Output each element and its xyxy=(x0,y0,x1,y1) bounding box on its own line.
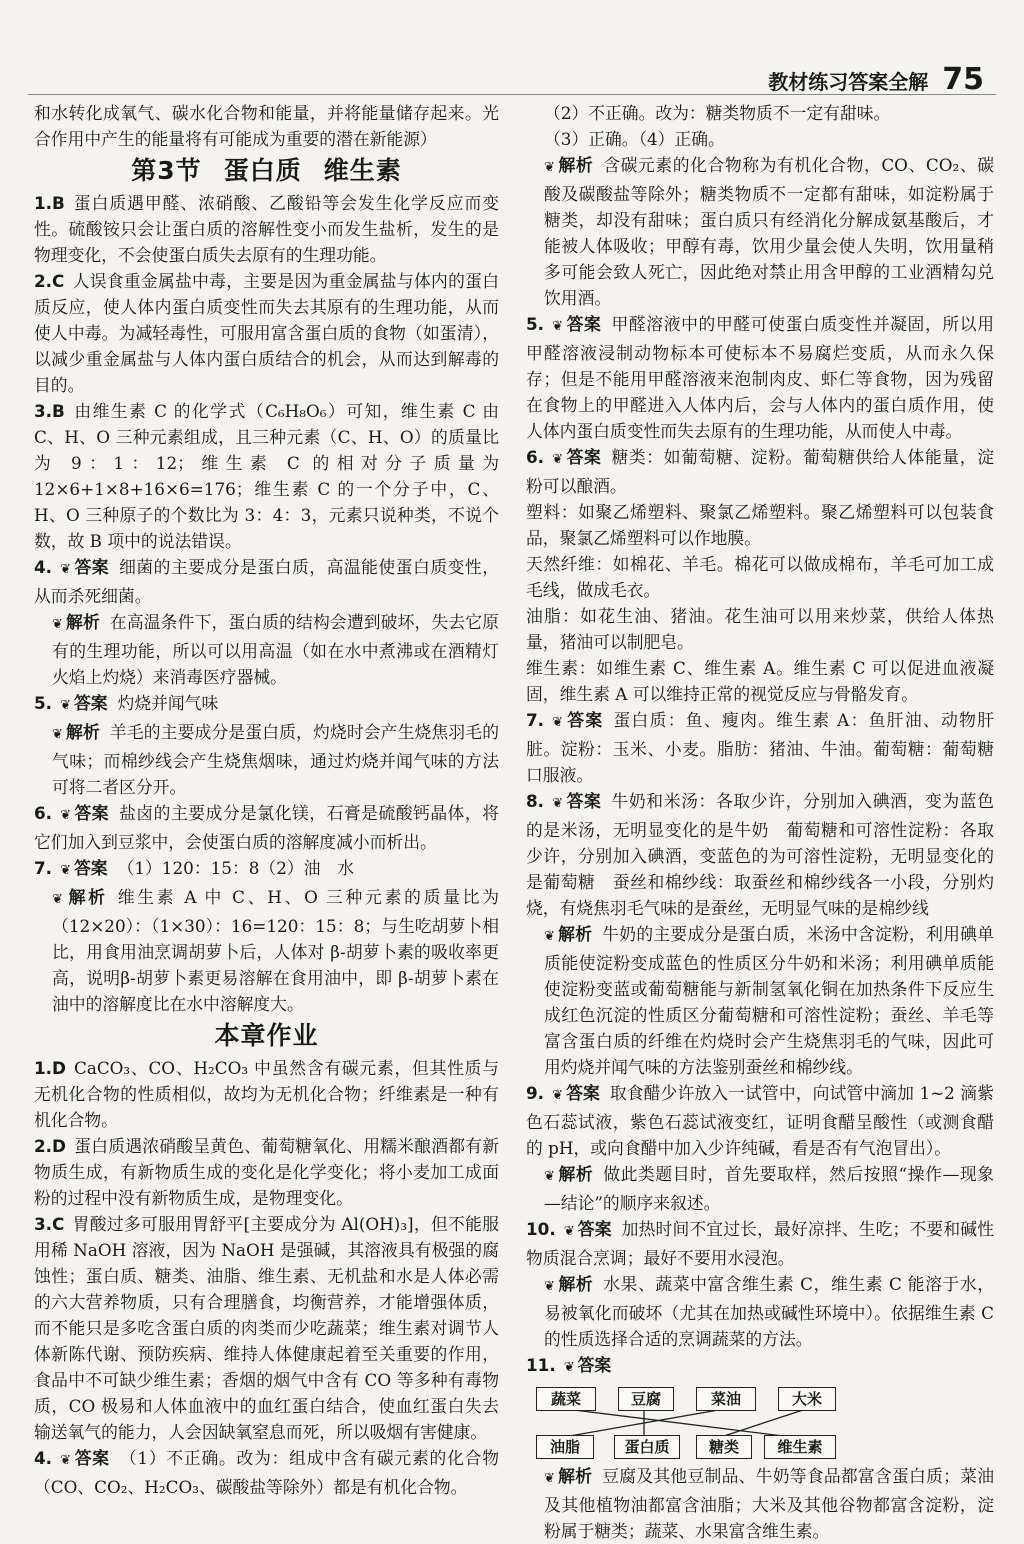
item-number: 11. xyxy=(526,1355,556,1375)
answer-item xyxy=(526,707,994,788)
analysis-text: 含碳元素的化合物称为有机化合物，CO、CO₂、碳酸及碳酸盐等除外；糖类物质不一定都有甜味，如淀粉属于糖类，却没有甜味；蛋白质只有经消化分解成氨基酸后，才能被人体吸收；甲醇有毒，饮用少量会使人失明，饮用量稍多可能会致人死亡，因此绝对禁止用含甲醇的工业酒精勾兑饮用酒。 xyxy=(544,155,994,308)
right-column xyxy=(526,100,994,1544)
page-header xyxy=(768,62,984,97)
item-text: 人误食重金属盐中毒，主要是因为重金属盐与体内的蛋白质反应，使人体内蛋白质变性而失去其原有的生理功能，从而使人中毒。为减轻毒性，可服用富含蛋白质的食物（如蛋清），以减少重金属盐与人体内蛋白质结合的机会，从而达到解毒的目的。 xyxy=(34,271,499,395)
leaf-icon: ❦ xyxy=(60,863,71,878)
item-number: 7. xyxy=(34,858,53,878)
answer-tag: ❦ 答案 xyxy=(563,1355,612,1375)
item-number: 6. xyxy=(34,803,53,823)
analysis-text: 做此类题目时，首先要取样，然后按照“操作—现象—结论”的顺序来叙述。 xyxy=(544,1164,994,1213)
answer-line: 天然纤维：如棉花、羊毛。棉花可以做成棉布，羊毛可加工成毛线，做成毛衣。 xyxy=(526,554,994,600)
analysis-text: 豆腐及其他豆制品、牛奶等食品都富含蛋白质；菜油及其他植物油都富含油脂；大米及其他谷物都富含淀粉，淀粉属于糖类；蔬菜、水果富含维生素。 xyxy=(544,1466,994,1541)
answer-line: 维生素：如维生素 C、维生素 A。维生素 C 可以促进血液凝固，维生素 A 可以维持正常的视觉反应与骨骼发育。 xyxy=(526,658,994,704)
item-number: 5. xyxy=(34,693,53,713)
leaf-icon: ❦ xyxy=(552,715,563,730)
leaf-icon: ❦ xyxy=(60,1453,71,1468)
leaf-icon: ❦ xyxy=(52,892,63,907)
analysis-tag: ❦ 解析 xyxy=(544,1164,594,1184)
leaf-icon: ❦ xyxy=(52,617,63,632)
item-number: 4. xyxy=(34,1448,53,1468)
item-text: 蛋白质遇甲醛、浓硝酸、乙酸铅等会发生化学反应而变性。硫酸铵只会让蛋白质的溶解性变小而发生盐析，发生的是物理变化，不会使蛋白质失去原有的生理功能。 xyxy=(34,193,499,265)
answer-tag: ❦ 答案 xyxy=(552,710,604,730)
nutrient-box: 糖类 xyxy=(696,1435,752,1459)
leaf-icon: ❦ xyxy=(563,1360,575,1375)
answer-line: 塑料：如聚乙烯塑料、聚氯乙烯塑料。聚乙烯塑料可以包装食品，聚氯乙烯塑料可以作地膜。 xyxy=(526,502,994,548)
continued-line: （3）正确。（4）正确。 xyxy=(544,129,725,149)
leaf-icon: ❦ xyxy=(60,562,71,577)
analysis xyxy=(526,152,994,311)
analysis xyxy=(526,1271,994,1352)
food-box: 豆腐 xyxy=(618,1387,674,1411)
item-number: 6. xyxy=(526,447,545,467)
analysis-text: 羊毛的主要成分是蛋白质，灼烧时会产生烧焦羽毛的气味；而棉纱线会产生烧焦烟味，通过灼烧并闻气味的方法可将二者区分开。 xyxy=(52,722,499,797)
food-box: 蔬菜 xyxy=(536,1387,596,1411)
item-text: 由维生素 C 的化学式（C₆H₈O₆）可知，维生素 C 由 C、H、O 三种元素组成，且三种元素（C、H、O）的质量比为 9：1：12；维生素 C 的相对分子质量为 12×6+1×8+16×6=176；维生素 C 的一个分子中，C、H、O 三种原子的个数比为 3：4：3，元素只说种类，不说个数，故 B 项中的说法错误。 xyxy=(34,401,499,551)
analysis-text: 在高温条件下，蛋白质的结构会遭到破坏，失去它原有的生理功能，所以可以用高温（如在水中煮沸或在酒精灯火焰上灼烧）来消毒医疗器械。 xyxy=(52,612,499,687)
book-title: 教材练习答案全解 xyxy=(768,70,929,94)
section-topic-2: 维生素 xyxy=(323,156,402,185)
analysis xyxy=(34,884,499,1017)
answer-item xyxy=(526,311,994,444)
answer-tag: ❦ 答案 xyxy=(552,1083,600,1103)
continued-line: （2）不正确。改为：糖类物质不一定有甜味。 xyxy=(544,103,891,123)
analysis-tag: ❦ 解析 xyxy=(52,612,100,632)
answer-item xyxy=(34,1211,499,1445)
answer-text: （1）不正确。改为：组成中含有碳元素的化合物（CO、CO₂、H₂CO₃、碳酸盐等除外）都是有机化合物。 xyxy=(34,1448,499,1497)
section-title xyxy=(34,158,499,184)
analysis-tag: ❦ 解析 xyxy=(544,1466,593,1486)
analysis-tag: ❦ 解析 xyxy=(52,887,108,907)
answer-item xyxy=(34,398,499,554)
leaf-icon: ❦ xyxy=(552,452,563,467)
item-number: 1.D xyxy=(34,1058,66,1078)
answer-item xyxy=(526,444,994,499)
leaf-icon: ❦ xyxy=(60,808,71,823)
answer-tag: ❦ 答案 xyxy=(552,447,602,467)
answer-text: 加热时间不宜过长，最好凉拌、生吃；不要和碱性物质混合烹调；最好不要用水浸泡。 xyxy=(526,1219,994,1268)
answer-item xyxy=(34,800,499,855)
item-number: 8. xyxy=(526,791,545,811)
item-number: 4. xyxy=(34,557,53,577)
analysis-tag: ❦ 解析 xyxy=(544,1274,594,1294)
answer-tag: ❦ 答案 xyxy=(60,858,108,878)
answer-tag: ❦ 答案 xyxy=(60,693,108,713)
answer-text: 牛奶和米汤：各取少许，分别加入碘酒，变为蓝色的是米汤，无明显变化的是牛奶 葡萄糖和可溶性淀粉：各取少许，分别加入碘酒，变蓝色的为可溶性淀粉，无明显变化的是葡萄糖 蚕丝和棉纱线：取蚕丝和棉纱线各一小段，分别灼烧，有烧焦羽毛气味的是蚕丝，无明显气味的是棉纱线 xyxy=(526,791,994,918)
answer-item xyxy=(526,1352,994,1381)
item-number: 9. xyxy=(526,1083,545,1103)
analysis-tag: ❦ 解析 xyxy=(544,155,594,175)
analysis xyxy=(34,609,499,690)
item-number: 7. xyxy=(526,710,545,730)
left-column xyxy=(34,100,499,1500)
leaf-icon: ❦ xyxy=(563,1224,575,1239)
nutrient-box: 油脂 xyxy=(536,1435,594,1459)
answer-text: 取食醋少许放入一试管中，向试管中滴加 1~2 滴紫色石蕊试液，紫色石蕊试液变红，证明食醋呈酸性（或测食醋的 pH，或向食醋中加入少许纯碱，看是否有气泡冒出）。 xyxy=(526,1083,994,1158)
leaf-icon: ❦ xyxy=(552,1088,563,1103)
analysis xyxy=(526,1463,994,1544)
answer-item xyxy=(34,1445,499,1500)
item-text: 胃酸过多可服用胃舒平[主要成分为 Al(OH)₃]，但不能服用稀 NaOH 溶液，因为 NaOH 是强碱，其溶液具有极强的腐蚀性；蛋白质、糖类、油脂、维生素、无机盐和水是人体必需的六大营养物质，只有合理膳食，均衡营养，才能增强体质，而不能只是多吃含蛋白质的肉类而少吃蔬菜；维生素对调节人体新陈代谢、预防疾病、维持人体健康起着至关重要的作用，食品中不可缺少维生素；香烟的烟气中含有 CO 等多种有毒物质，CO 极易和人体血液中的血红蛋白结合，使血红蛋白失去输送氧气的能力，人会因缺氧窒息而死，所以吸烟有害健康。 xyxy=(34,1214,499,1442)
answer-tag: ❦ 答案 xyxy=(60,557,110,577)
analysis-tag: ❦ 解析 xyxy=(52,722,100,742)
answer-tag: ❦ 答案 xyxy=(60,803,110,823)
analysis-tag: ❦ 解析 xyxy=(544,924,593,944)
section-topic-1: 蛋白质 xyxy=(223,156,302,185)
item-text: CaCO₃、CO、H₂CO₃ 中虽然含有碳元素，但其性质与无机化合物的性质相似，故均为无机化合物；纤维素是一种有机化合物。 xyxy=(34,1058,499,1130)
leaf-icon: ❦ xyxy=(544,1169,555,1184)
answer-item xyxy=(34,268,499,398)
item-number: 3.C xyxy=(34,1214,65,1234)
answer-item xyxy=(526,1080,994,1161)
answer-item xyxy=(34,190,499,268)
link-vegetable-vitamin xyxy=(566,1409,791,1437)
leaf-icon: ❦ xyxy=(552,319,563,334)
header-divider xyxy=(28,94,996,95)
answer-tag: ❦ 答案 xyxy=(552,314,602,334)
answer-text: （1）120：15：8（2）油 水 xyxy=(117,858,354,878)
analysis-text: 水果、蔬菜中富含维生素 C，维生素 C 能溶于水，易被氧化而破坏（尤其在加热或碱性环境中）。依据维生素 C 的性质选择合适的烹调蔬菜的方法。 xyxy=(544,1274,994,1349)
answer-item xyxy=(526,1216,994,1271)
leaf-icon: ❦ xyxy=(544,929,555,944)
analysis-text: 维生素 A 中 C、H、O 三种元素的质量比为（12×20）：（1×30）：16=120：15：8；与生吃胡萝卜相比，用食用油烹调胡萝卜后，人体对 β-胡萝卜素的吸收率更高，说明β-胡萝卜素更易溶解在食用油中，即 β-胡萝卜素在油中的溶解度比在水中溶解度大。 xyxy=(52,887,499,1014)
answer-text: 蛋白质：鱼、瘦肉。维生素 A：鱼肝油、动物肝脏。淀粉：玉米、小麦。脂肪：猪油、牛油。葡萄糖：葡萄糖口服液。 xyxy=(526,710,994,785)
answer-item xyxy=(34,1055,499,1133)
nutrient-box: 蛋白质 xyxy=(614,1435,680,1459)
answer-text: 盐卤的主要成分是氯化镁，石膏是硫酸钙晶体，将它们加入到豆浆中，会使蛋白质的溶解度减小而析出。 xyxy=(34,803,499,852)
food-box: 菜油 xyxy=(696,1387,756,1411)
item-number: 3.B xyxy=(34,401,65,421)
analysis-text: 牛奶的主要成分是蛋白质，米汤中含淀粉，利用碘单质能使淀粉变成蓝色的性质区分牛奶和米汤；利用碘单质能使淀粉变蓝或葡萄糖能与新制氢氧化铜在加热条件下反应生成红色沉淀的性质区分葡萄糖和可溶性淀粉；蚕丝、羊毛等富含蛋白质的纤维在灼烧时会产生烧焦羽毛的气味，因此可用灼烧并闻气味的方法鉴别蚕丝和棉纱线。 xyxy=(544,924,994,1077)
matching-diagram xyxy=(526,1387,994,1459)
section-number: 第3节 xyxy=(131,156,202,185)
answer-text: 糖类：如葡萄糖、淀粉。葡萄糖供给人体能量，淀粉可以酿酒。 xyxy=(526,447,994,496)
answer-item xyxy=(526,788,994,921)
page-number: 75 xyxy=(942,62,984,97)
answer-tag: ❦ 答案 xyxy=(552,791,602,811)
answer-item xyxy=(34,554,499,609)
chapter-title: 本章作业 xyxy=(214,1021,319,1050)
leaf-icon: ❦ xyxy=(552,796,563,811)
leaf-icon: ❦ xyxy=(52,727,63,742)
leaf-icon: ❦ xyxy=(60,698,71,713)
item-number: 1.B xyxy=(34,193,65,213)
analysis xyxy=(34,719,499,800)
item-number: 10. xyxy=(526,1219,556,1239)
item-text: 蛋白质遇浓硝酸呈黄色、葡萄糖氧化、用糯米酿酒都有新物质生成，有新物质生成的变化是化学变化；将小麦加工成面粉的过程中没有新物质生成，是物理变化。 xyxy=(34,1136,499,1208)
answer-text: 甲醛溶液中的甲醛可使蛋白质变性并凝固，所以用甲醛溶液浸制动物标本可使标本不易腐烂变质，从而永久保存；但是不能用甲醛溶液来泡制肉皮、虾仁等食物，因为残留在食物上的甲醛进入人体内后，会与人体内的蛋白质作用，使人体内蛋白质变性而失去原有的生理功能，从而使人中毒。 xyxy=(526,314,994,441)
analysis xyxy=(526,921,994,1080)
analysis xyxy=(526,1161,994,1216)
nutrient-box: 维生素 xyxy=(764,1435,836,1459)
answer-item xyxy=(34,855,499,884)
answer-item xyxy=(34,690,499,719)
answer-tag: ❦ 答案 xyxy=(563,1219,612,1239)
answer-text: 细菌的主要成分是蛋白质，高温能使蛋白质变性，从而杀死细菌。 xyxy=(34,557,499,606)
answer-line: 油脂：如花生油、猪油。花生油可以用来炒菜，供给人体热量，猪油可以制肥皂。 xyxy=(526,606,994,652)
food-box: 大米 xyxy=(778,1387,836,1411)
link-rice-sugar xyxy=(721,1409,806,1437)
answer-tag: ❦ 答案 xyxy=(60,1448,110,1468)
item-number: 2.D xyxy=(34,1136,66,1156)
leaf-icon: ❦ xyxy=(544,1471,555,1486)
leaf-icon: ❦ xyxy=(544,1279,555,1294)
intro-text: 和水转化成氧气、碳水化合物和能量，并将能量储存起来。光合作用中产生的能量将有可能成为重要的潜在新能源） xyxy=(34,103,499,149)
answer-text: 灼烧并闻气味 xyxy=(117,693,219,713)
item-number: 5. xyxy=(526,314,545,334)
leaf-icon: ❦ xyxy=(544,160,555,175)
item-number: 2.C xyxy=(34,271,65,291)
answer-item xyxy=(34,1133,499,1211)
